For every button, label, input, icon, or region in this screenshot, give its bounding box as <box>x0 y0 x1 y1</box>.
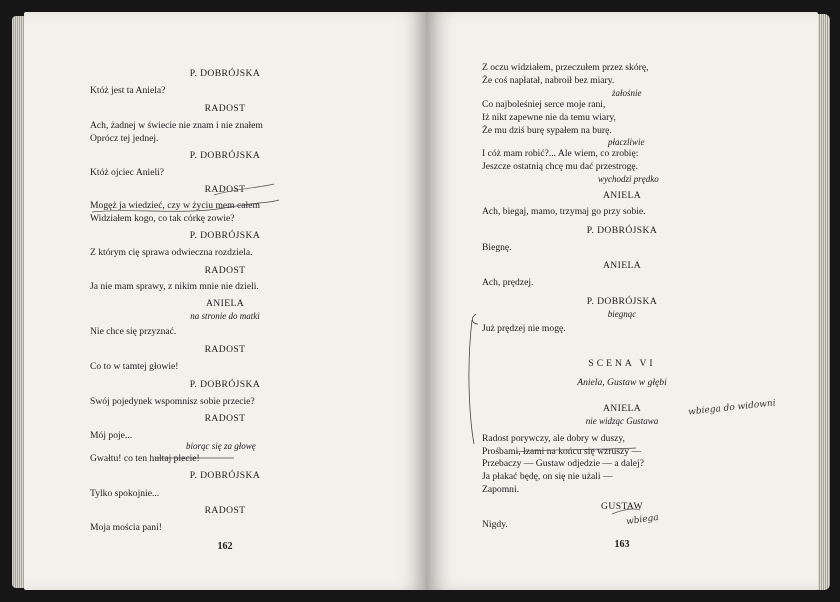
stage-direction: biorąc się za głowę <box>186 441 256 451</box>
stage-direction: biegnąc <box>607 309 637 319</box>
dialogue-line: Gwałtu! co ten hultaj plecie! <box>90 453 200 464</box>
left-page <box>24 12 426 590</box>
stage-direction: wychodzi prędko <box>598 174 659 184</box>
dialogue-line: Ja płakać będę, on się nie użali — <box>482 471 613 482</box>
scene-characters: Aniela, Gustaw w głębi <box>577 377 667 388</box>
right-page <box>426 12 818 590</box>
dialogue-line: Któż jest ta Aniela? <box>90 85 166 96</box>
scene-heading: SCENA VI <box>588 358 656 369</box>
speaker-name: P. DOBRÓJSKA <box>189 470 261 481</box>
speaker-name: GUSTAW <box>601 501 643 512</box>
stage-direction: płaczliwie <box>608 137 645 147</box>
speaker-name: RADOST <box>204 344 246 355</box>
dialogue-line: Moja mościa pani! <box>90 522 162 533</box>
speaker-name: ANIELA <box>602 190 642 201</box>
stage-direction: żałośnie <box>612 88 642 98</box>
page-edges-right <box>816 14 830 590</box>
open-book <box>8 10 830 594</box>
stage-direction: na stronie do matki <box>190 311 260 321</box>
dialogue-line: Co najboleśniej serce moje rani, <box>482 99 606 110</box>
speaker-name: RADOST <box>204 103 246 114</box>
dialogue-line: Przebaczy — Gustaw odjedzie — a dalej? <box>482 458 644 469</box>
dialogue-line: Prośbami, łzami na końcu się wzruszy — <box>482 446 642 457</box>
dialogue-line: Któż ojciec Anieli? <box>90 167 165 178</box>
dialogue-line: Już prędzej nie mogę. <box>482 323 566 334</box>
speaker-name: ANIELA <box>602 260 642 271</box>
dialogue-line: Swój pojedynek wspomnisz sobie przecie? <box>90 396 255 407</box>
dialogue-line: Że coś napłatał, nabroił bez miary. <box>482 75 615 86</box>
dialogue-line: Mogęż ja wiedzieć, czy w życiu mem całem <box>90 200 260 211</box>
dialogue-line: Widziałem kogo, co tak córkę zowie? <box>90 213 235 224</box>
dialogue-line: Tylko spokojnie... <box>90 488 160 499</box>
dialogue-line: Jeszcze ostatnią chcę mu dać przestrogę. <box>482 161 639 172</box>
dialogue-line: Z którym cię sprawa odwieczna rozdziela. <box>90 247 253 258</box>
dialogue-line: Biegnę. <box>482 242 512 253</box>
pencil-marks-left <box>24 12 426 590</box>
dialogue-line: Że mu dziś burę sypałem na burę. <box>482 125 612 136</box>
speaker-name: RADOST <box>204 265 246 276</box>
stage-direction: nie widząc Gustawa <box>585 416 659 426</box>
dialogue-line: Mój poje... <box>90 430 133 441</box>
dialogue-line: Z oczu widziałem, przeczułem przez skórę, <box>482 62 649 73</box>
speaker-name: ANIELA <box>205 298 245 309</box>
handwritten-note: wbiega do widowni <box>687 398 777 418</box>
speaker-name: RADOST <box>204 184 246 195</box>
speaker-name: P. DOBRÓJSKA <box>189 68 261 79</box>
dialogue-line: Zapomni. <box>482 484 520 495</box>
dialogue-line: Nigdy. <box>482 519 508 530</box>
dialogue-line: Iż nikt zapewne nie da temu wiary, <box>482 112 616 123</box>
speaker-name: P. DOBRÓJSKA <box>189 150 261 161</box>
dialogue-line: Ach, prędzej. <box>482 277 534 288</box>
page-number: 163 <box>614 539 630 550</box>
handwritten-note: wbiega <box>625 512 660 528</box>
dialogue-line: Nie chce się przyznać. <box>90 326 177 337</box>
speaker-name: P. DOBRÓJSKA <box>586 225 658 236</box>
pencil-marks-right <box>426 12 818 590</box>
dialogue-line: Ach, biegaj, mamo, trzymaj go przy sobie. <box>482 206 646 217</box>
speaker-name: P. DOBRÓJSKA <box>189 379 261 390</box>
dialogue-line: Co to w tamtej głowie! <box>90 361 179 372</box>
dialogue-line: Oprócz tej jednej. <box>90 133 159 144</box>
speaker-name: RADOST <box>204 505 246 516</box>
dialogue-line: Ja nie mam sprawy, z nikim mnie nie dzieli. <box>90 281 259 292</box>
dialogue-line: I cóż mam robić?... Ale wiem, co zrobię: <box>482 148 639 159</box>
dialogue-line: Radost porywczy, ale dobry w duszy, <box>482 433 625 444</box>
speaker-name: RADOST <box>204 413 246 424</box>
speaker-name: P. DOBRÓJSKA <box>586 296 658 307</box>
speaker-name: P. DOBRÓJSKA <box>189 230 261 241</box>
speaker-name: ANIELA <box>602 403 642 414</box>
dialogue-line: Ach, żadnej w świecie nie znam i nie znałem <box>90 120 263 131</box>
page-number: 162 <box>217 541 233 552</box>
